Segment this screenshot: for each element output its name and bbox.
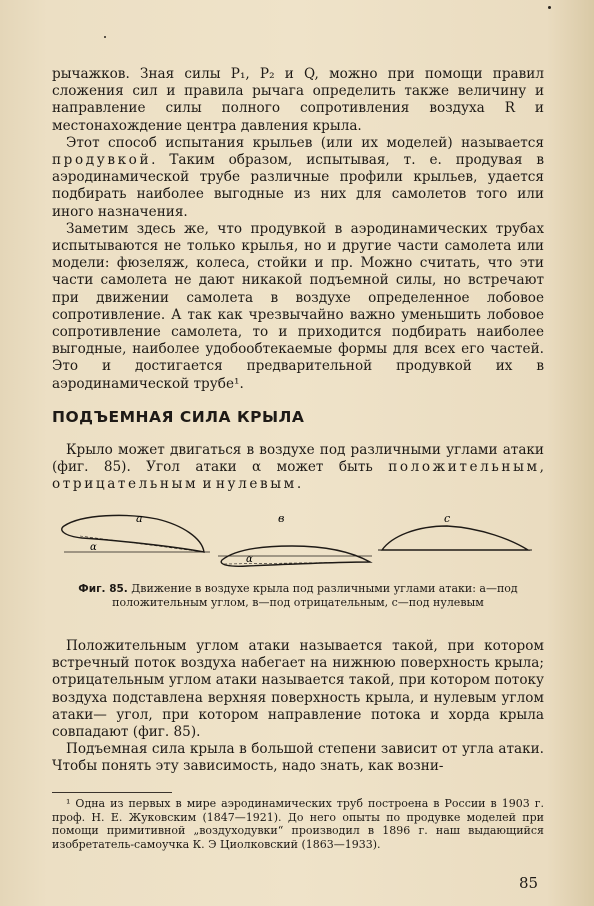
paragraph-2-text: Этот способ испытания крыльев (или их моделей) называется: [66, 134, 544, 151]
paragraph-3: Заметим здесь же, что продувкой в аэродинамических трубах испытываются не только крылья, но и другие части самолета или модели: фюзеляж, колеса, стойки и пр. Можно считать, что эти части самолета не дают никакой подъемной силы, но встречают при движении самолета в воздухе определенное лобовое сопротивление. А так как чрезвычайно важно уменьшить лобовое сопротивление самолета, то и приходится подбирать наиболее выгодные, наиболее удобообтекаемые формы для всех его частей. Это и достигается предварительной продувкой их в аэродинамической трубе¹.: [52, 220, 544, 392]
conj: и: [198, 476, 216, 493]
airfoil-b: [218, 512, 372, 566]
airfoil-figure: [52, 508, 552, 583]
figure-label-a: a: [136, 512, 143, 525]
paragraph-2: [52, 135, 544, 221]
figure-number: Фиг. 85.: [78, 583, 128, 595]
paragraph-4-text: Крыло может двигаться в воздухе под различными углами атаки (фиг. 85). Угол атаки α может быть: [52, 442, 544, 476]
spaced-term-zero: нулевым: [215, 476, 297, 493]
paragraph-5: Положительным углом атаки называется такой, при котором встречный поток воздуха набегает на нижнюю поверхность крыла; отрицательным углом атаки называется такой, при котором потоку воздуха подставлена верхняя поверхность крыла, и нулевым углом атаки— угол, при котором направление потока и хорда крыла совпадают (фиг. 85).: [52, 638, 544, 741]
body-text-bottom: [52, 638, 544, 776]
figure-label-b: в: [278, 512, 285, 525]
angle-label-a: α: [90, 542, 97, 553]
airfoil-a: [62, 512, 210, 553]
paragraph-1: рычажков. Зная силы P₁, P₂ и Q, можно при помощи правил сложения сил и правила рычага определить также величину и направление силы полного сопротивления воздуха R и местонахождение центра давления крыла.: [52, 66, 544, 134]
spaced-term-negative: отрицательным: [52, 476, 199, 493]
airfoil-c: [378, 512, 532, 550]
footnote: [52, 797, 544, 851]
angle-label-b: α: [246, 554, 253, 565]
spaced-term-produvka: продувкой: [52, 152, 152, 169]
section-heading: ПОДЪЕМНАЯ СИЛА КРЫЛА: [52, 408, 305, 426]
figure-label-c: c: [444, 512, 451, 525]
speck: [548, 6, 551, 9]
paragraph-6: Подъемная сила крыла в большой степени зависит от угла атаки. Чтобы понять эту зависимость, надо знать, как возни-: [52, 741, 544, 775]
caption-text: Движение в воздухе крыла под различными углами атаки: а—под положительным углом, в—под отрицательным, с—под нулевым: [112, 582, 518, 610]
spaced-term-positive: положительным: [388, 459, 540, 476]
body-text-top: [52, 66, 544, 393]
footnote-rule: [52, 792, 172, 793]
punct: ,: [539, 459, 544, 476]
page-number: 85: [519, 874, 539, 892]
speck: [104, 36, 106, 38]
footnote-text: ¹ Одна из первых в мире аэродинамических труб построена в России в 1903 г. проф. Н. Е. Жуковским (1847—1921). До него опыты по продувке моделей при помощи примитивной „воздуходувки“ производил в 1896 г. наш выдающийся изобретатель-самоучка К. Э Циолковский (1863—1933).: [52, 797, 544, 851]
body-text-section: [52, 442, 544, 494]
figure-caption: [52, 582, 544, 610]
paragraph-2-text-end: . Таким образом, испытывая, т. е. продувая в аэродинамической трубе различные профили крыльев, удается подбирать наиболее выгодные из них для самолетов того или иного назначения.: [52, 152, 544, 220]
paragraph-4: [52, 442, 544, 494]
punct: .: [296, 476, 302, 493]
